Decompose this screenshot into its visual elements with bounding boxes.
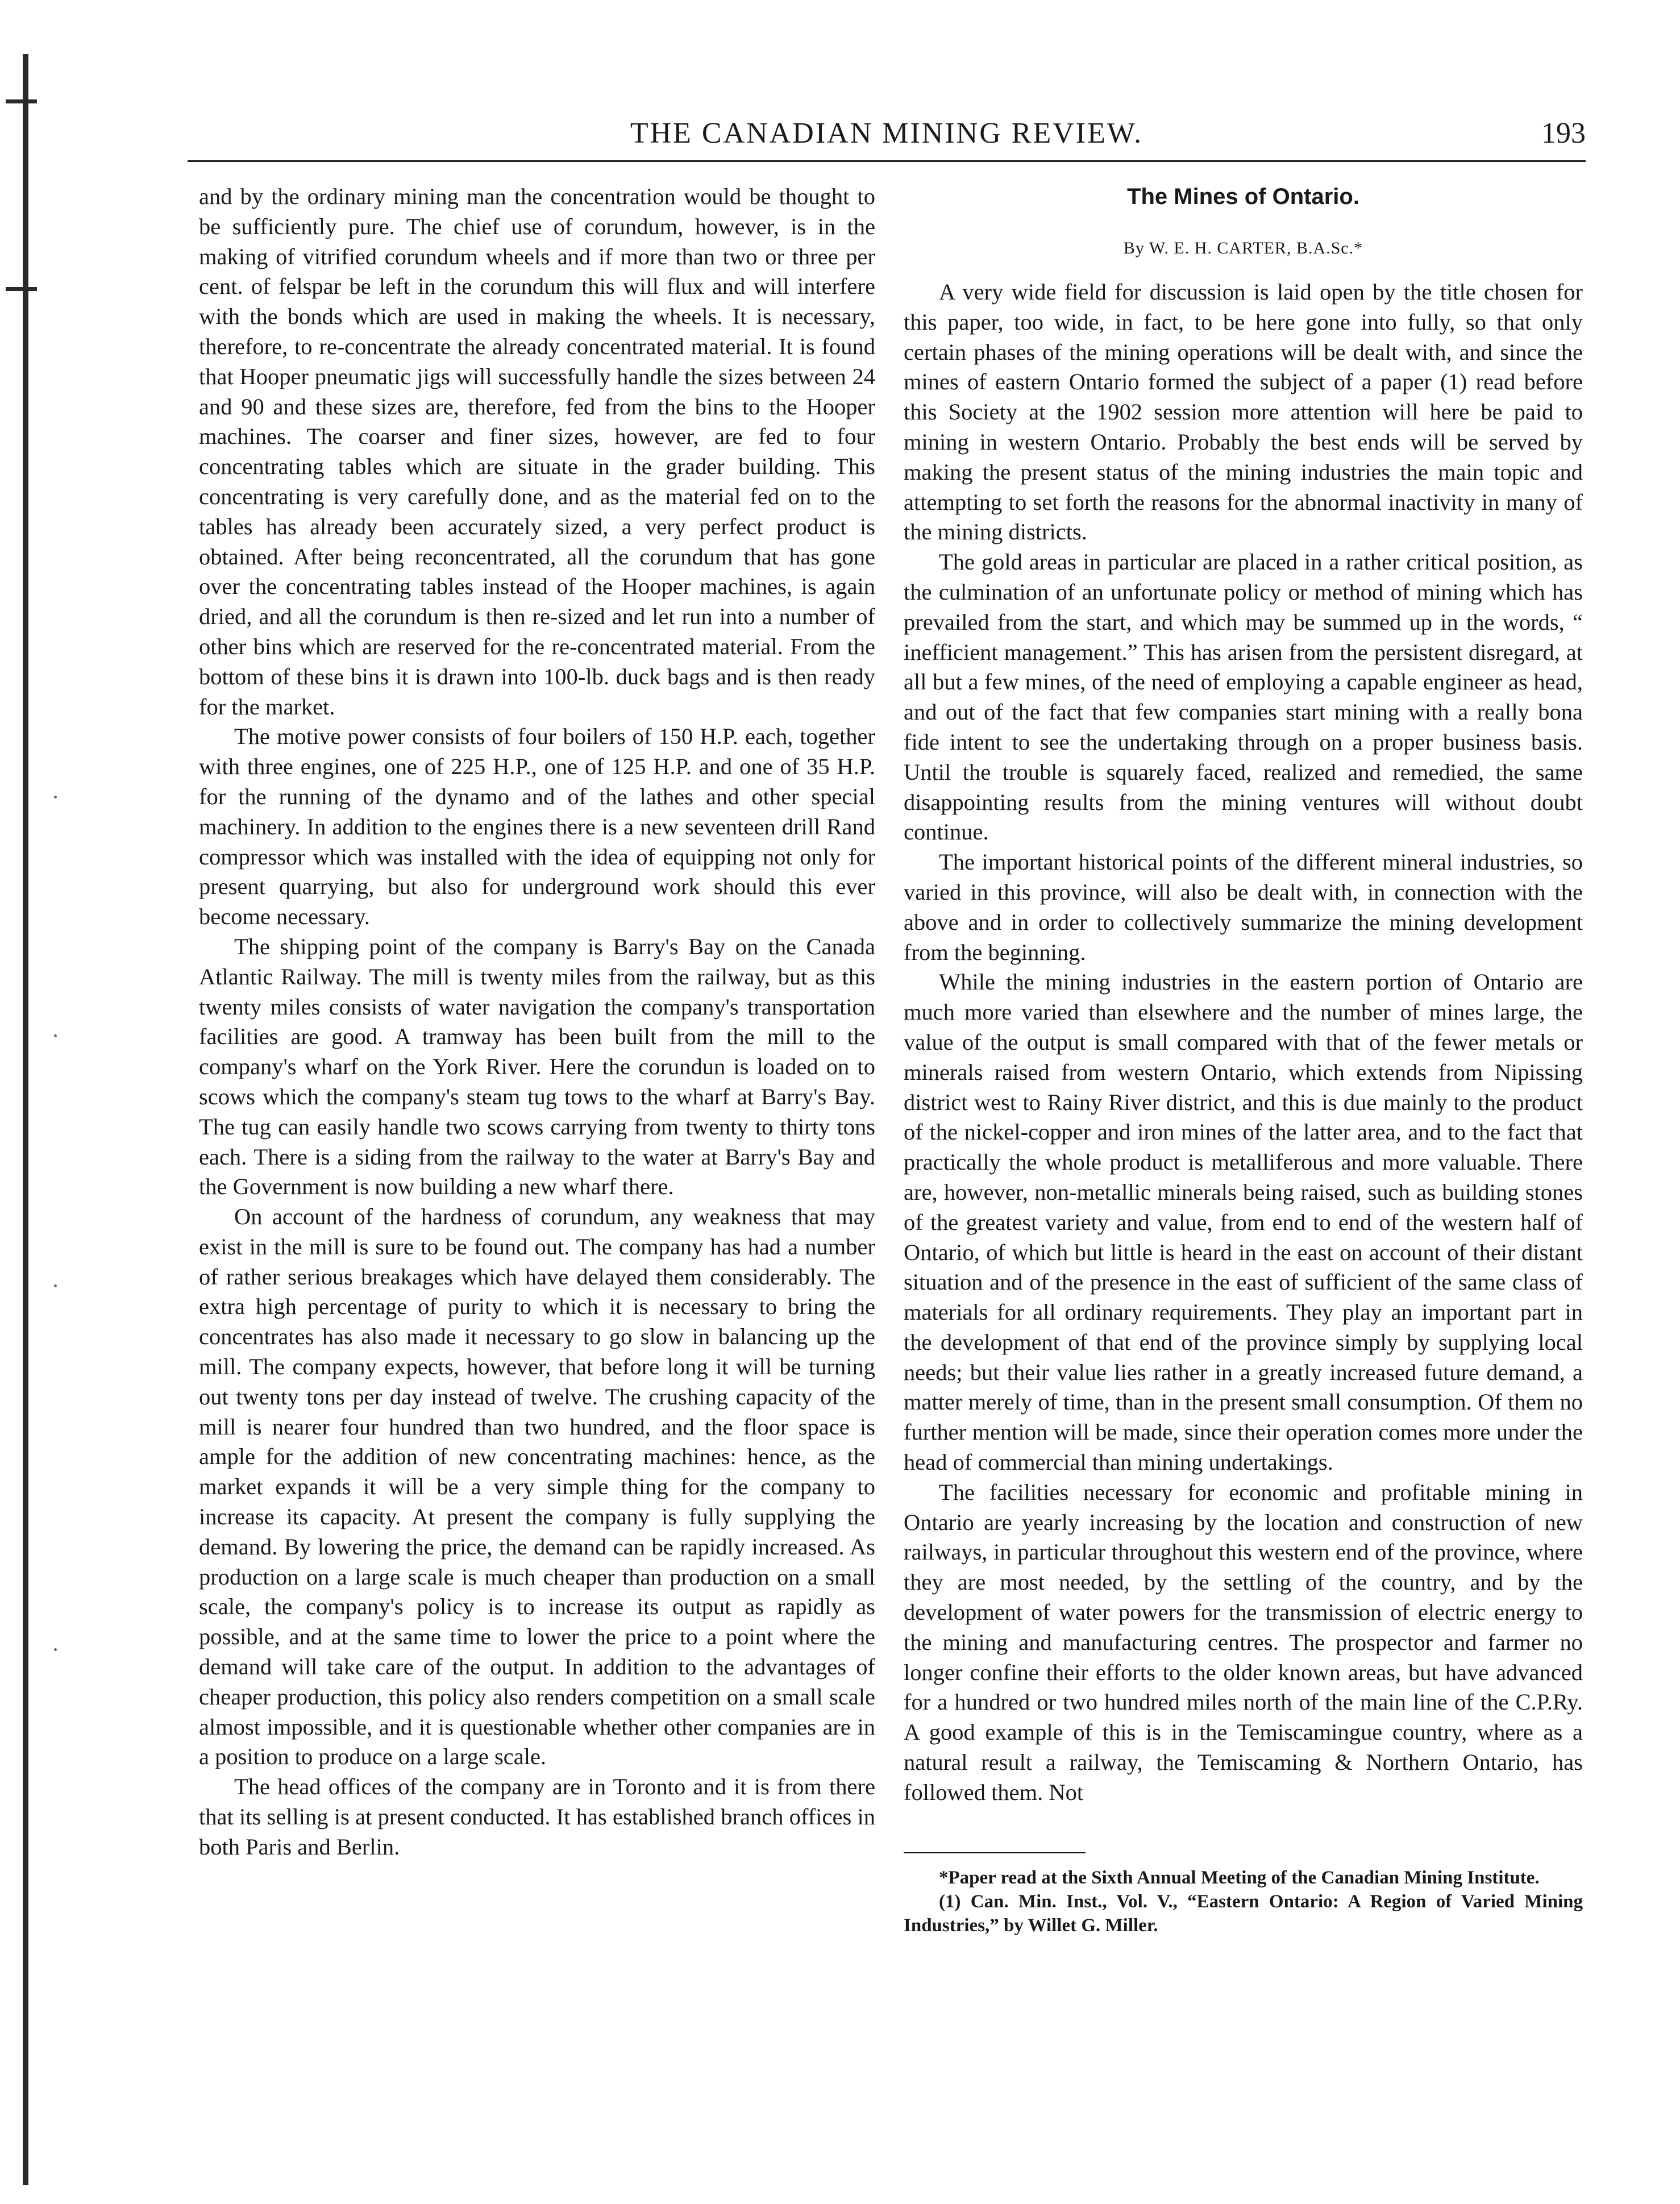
paragraph: The gold areas in particular are placed in a rather critical position, as the culmination of an unfortunate policy or method of mining which has prevailed from the start, and which may be summed up in the words, “ inefficient management.” This has arisen from the persistent disregard, at all but a few mines, of the need of employing a capable engineer as head, and out of the fact that few companies start mining with a really bona fide intent to see the undertaking through on a proper business basis. Until the trouble is squarely faced, realized and remedied, the same disappointing results from the mining ventures will without doubt continue. xyxy=(904,549,1583,845)
left-column xyxy=(199,182,875,1862)
paragraph: While the mining industries in the eastern portion of Ontario are much more varied than elsewhere and the number of mines large, the value of the output is small compared with that of the fewer metals or minerals raised from western Ontario, which extends from Nipissing district west to Rainy River district, and this is due mainly to the product of the nickel-copper and iron mines of the latter area, and to the fact that practically the whole product is metalliferous and more valuable. There are, however, non-metallic minerals being raised, such as building stones of the greatest variety and value, from end to end of the western half of Ontario, of which but little is heard in the east on account of their distant situation and of the presence in the east of sufficient of the same class of materials for all ordinary requirements. They play an important part in the development of that end of the province simply by supplying local needs; but their value lies rather in a greatly increased future demand, a matter merely of time, than in the present small consumption. Of them no further mention will be made, since their operation comes more under the head of commercial than mining undertakings. xyxy=(904,969,1583,1475)
footnote: *Paper read at the Sixth Annual Meeting of the Canadian Mining Institute. xyxy=(939,1867,1540,1888)
paragraph: On account of the hardness of corundum, any weakness that may exist in the mill is sure to be found out. The company has had a number of rather serious breakages which have delayed them considerably. The extra high percentage of purity to which it is necessary to bring the concentrates has also made it necessary to go slow in balancing up the mill. The company expects, however, that before long it will be turning out twenty tons per day instead of twelve. The crushing capacity of the mill is nearer four hundred than two hundred, and the floor space is ample for the addition of new concentrating machines: hence, as the market expands it will be a very simple thing for the company to increase its capacity. At present the company is fully supplying the demand. By lowering the price, the demand can be rapidly increased. As production on a large scale is much cheaper than production on a small scale, the company's policy is to increase its output as rapidly as possible, and at the same time to lower the price to a point where the demand will take care of the output. In addition to the advantages of cheaper production, this policy also renders competition on a small scale almost impossible, and it is questionable whether other companies are in a position to produce on a large scale. xyxy=(199,1204,875,1770)
paragraph: A very wide field for discussion is laid open by the title chosen for this paper, too wide, in fact, to be here gone into fully, so that only certain phases of the mining operations will be dealt with, and since the mines of eastern Ontario formed the subject of a paper (1) read before this Society at the 1902 session more attention will here be paid to mining in western Ontario. Probably the best ends will be served by making the present status of the mining industries the main topic and attempting to set forth the reasons for the abnormal inactivity in many of the mining districts. xyxy=(904,279,1583,545)
author-byline: By W. E. H. CARTER, B.A.Sc.* xyxy=(1123,239,1363,257)
page-header xyxy=(188,117,1586,156)
paragraph: and by the ordinary mining man the concentration would be thought to be sufficiently pure. The chief use of corundum, however, is in the making of vitrified corundum wheels and if more than two or three per cent. of felspar be left in the corundum this will flux and will interfere with the bonds which are used in making the wheels. It is necessary, therefore, to re-concentrate the already concentrated material. It is found that Hooper pneumatic jigs will successfully handle the sizes between 24 and 90 and these sizes are, therefore, fed from the bins to the Hooper machines. The coarser and finer sizes, however, are fed to four concentrating tables which are situate in the grader building. This concentrating is very carefully done, and as the material fed on to the tables has already been accurately sized, a very perfect product is obtained. After being reconcentrated, all the corundum that has gone over the concentrating tables instead of the Hooper machines, is again dried, and all the corundum is then re-sized and let run into a number of other bins which are reserved for the re-concentrated material. From the bottom of these bins it is drawn into 100-lb. duck bags and is then ready for the market. xyxy=(199,184,875,720)
footnote: (1) Can. Min. Inst., Vol. V., “Eastern Ontario: A Region of Varied Mining Industries,” by Willet G. Miller. xyxy=(904,1891,1583,1936)
paragraph: The motive power consists of four boilers of 150 H.P. each, together with three engines, one of 225 H.P., one of 125 H.P. and one of 35 H.P. for the running of the dynamo and of the lathes and other special machinery. In addition to the engines there is a new seventeen drill Rand compressor which was installed with the idea of equipping not only for present quarrying, but also for underground work should this ever become necessary. xyxy=(199,723,875,930)
paragraph: The head offices of the company are in Toronto and it is from there that its selling is at present conducted. It has established branch offices in both Paris and Berlin. xyxy=(199,1774,875,1860)
journal-title: THE CANADIAN MINING REVIEW. xyxy=(630,117,1143,149)
paragraph: The facilities necessary for economic and profitable mining in Ontario are yearly increasing by the location and construction of new railways, in particular throughout this western end of the province, where they are most needed, by the settling of the country, and by the development of water powers for the transmission of electric energy to the mining and manufacturing centres. The prospector and farmer no longer confine their efforts to the older known areas, but have advanced for a hundred or two hundred miles north of the main line of the C.P.Ry. A good example of this is in the Temiscamingue country, where as a natural result a railway, the Temiscaming & Northern Ontario, has followed them. Not xyxy=(904,1479,1583,1805)
binding-mark xyxy=(6,99,37,103)
scan-speck xyxy=(54,1284,57,1287)
right-column xyxy=(904,182,1583,1937)
page-number: 193 xyxy=(1541,117,1586,149)
footnote-rule xyxy=(904,1852,1086,1853)
article-title: The Mines of Ontario. xyxy=(1127,184,1359,209)
scan-speck xyxy=(54,796,57,799)
binding-mark xyxy=(6,287,37,291)
paragraph: The important historical points of the different mineral industries, so varied in this province, will also be dealt with, in connection with the above and in order to collectively summarize the mining development from the beginning. xyxy=(904,849,1583,965)
binding-edge-line xyxy=(23,54,28,2185)
scan-speck xyxy=(54,1648,57,1651)
header-rule xyxy=(188,160,1586,162)
scan-speck xyxy=(54,1034,57,1037)
paragraph: The shipping point of the company is Barry's Bay on the Canada Atlantic Railway. The mill is twenty miles from the railway, but as this twenty miles consists of water navigation the company's transportation facilities are good. A tramway has been built from the mill to the company's wharf on the York River. Here the corundun is loaded on to scows which the company's steam tug tows to the wharf at Barry's Bay. The tug can easily handle two scows carrying from twenty to thirty tons each. There is a siding from the railway to the water at Barry's Bay and the Government is now building a new wharf there. xyxy=(199,933,875,1200)
